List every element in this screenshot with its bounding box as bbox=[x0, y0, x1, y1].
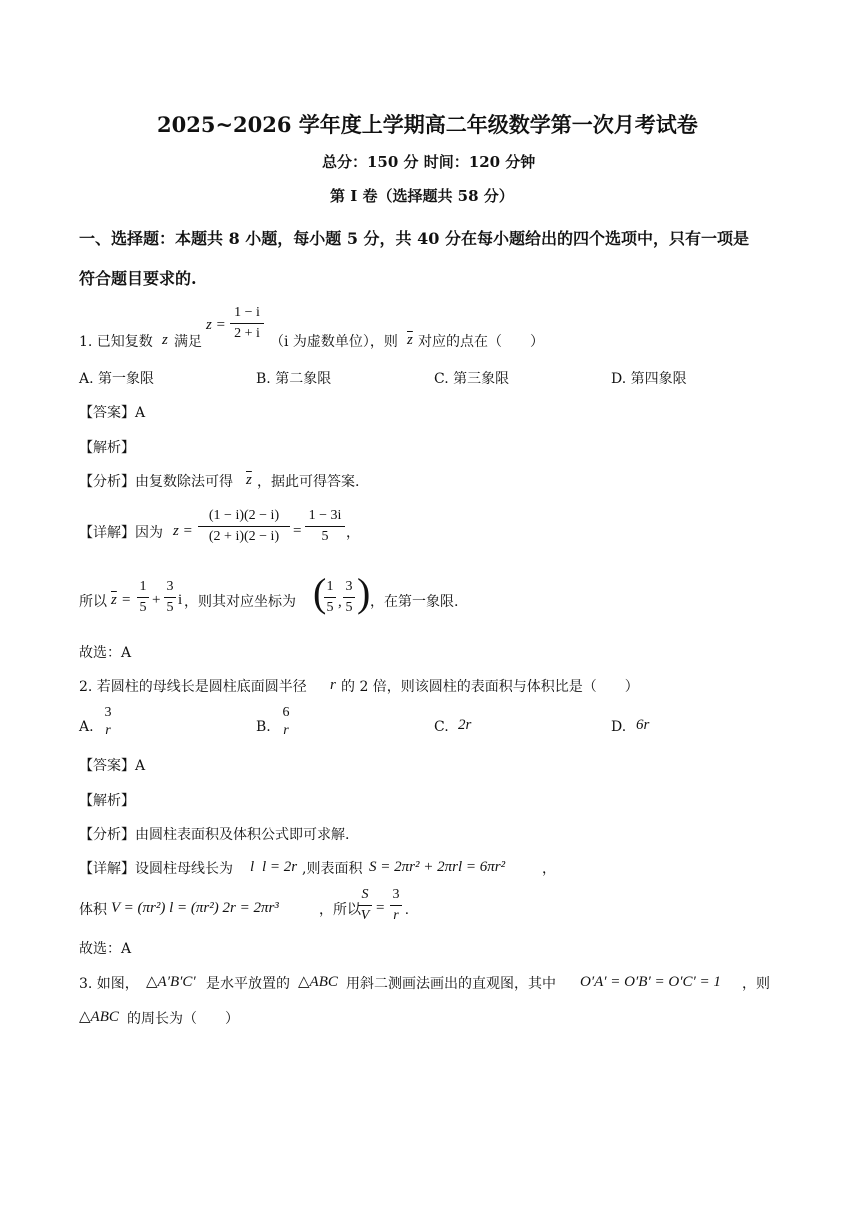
q2-option-b-num: 6 bbox=[282, 705, 290, 720]
q3-mid2: 用斜二测画法画出的直观图，其中 bbox=[346, 976, 556, 992]
q1-z-bar: $\overline{z}$ bbox=[407, 332, 413, 348]
page-title: 2025~2026 学年度上学期高二年级数学第一次月考试卷 bbox=[157, 112, 698, 137]
q3-equation: O′A′ = O′B′ = O′C′ = 1 bbox=[580, 974, 721, 990]
q2-stem-end: 的 2 倍，则该圆柱的表面积与体积比是（ ） bbox=[341, 679, 639, 695]
q1-detail-r-den: 5 bbox=[321, 529, 329, 544]
q1-mid: 满足 bbox=[174, 334, 202, 350]
q2-answer: 【答案】A bbox=[79, 758, 146, 774]
q2-option-d-label: D. bbox=[611, 719, 627, 735]
q2-option-a-den: r bbox=[105, 723, 111, 738]
q1-eq-z: z = bbox=[206, 317, 226, 333]
q2-so: ，所以 bbox=[319, 902, 361, 918]
q1-option-a: A. 第一象限 bbox=[79, 371, 155, 387]
q2-detail-comma: ， bbox=[542, 861, 556, 877]
q2-ratio-frac: S V bbox=[358, 888, 372, 923]
q2-analysis-label: 【解析】 bbox=[79, 793, 135, 809]
q1-so-eq: = bbox=[122, 592, 131, 608]
q2-detail-eq: l = 2r bbox=[262, 859, 298, 875]
q1-option-c: C. 第三象限 bbox=[434, 371, 510, 387]
q2-detail-mid: ,则表面积 bbox=[302, 861, 363, 877]
q3-triangle-prime: △A′B′C′ bbox=[146, 974, 196, 990]
q2-period: . bbox=[405, 902, 409, 918]
q3-triangle-abc-2: △ABC bbox=[79, 1009, 119, 1025]
q2-choose: 故选：A bbox=[79, 941, 132, 957]
q1-paren: （i 为虚数单位），则 bbox=[270, 334, 398, 350]
q1-answer: 【答案】A bbox=[79, 405, 146, 421]
q1-paren-left: ( bbox=[313, 570, 327, 615]
q2-var-r: r bbox=[330, 677, 336, 693]
q1-so-zbar: $\overline{z}$ bbox=[111, 592, 117, 608]
q1-coord-x: 1 5 bbox=[324, 580, 336, 615]
q2-option-a-num: 3 bbox=[104, 705, 112, 720]
q2-option-a-label: A. bbox=[79, 719, 94, 735]
q1-choose: 故选：A bbox=[79, 645, 132, 661]
q1-detail-fraction bbox=[198, 509, 290, 544]
q3-triangle-abc: △ABC bbox=[298, 974, 338, 990]
q1-option-d: D. 第四象限 bbox=[611, 371, 687, 387]
q3-end: ，则 bbox=[742, 976, 770, 992]
q2-option-b-den: r bbox=[283, 723, 289, 738]
q1-so: 所以 bbox=[79, 594, 107, 610]
q3-mid1: 是水平放置的 bbox=[206, 976, 290, 992]
q1-frac-num: 1 − i bbox=[234, 305, 260, 320]
q1-frac-den: 2 + i bbox=[234, 326, 260, 341]
q1-so-frac1: 1 5 bbox=[137, 580, 149, 615]
q1-fraction bbox=[230, 306, 264, 341]
q1-so-mid: ，则其对应坐标为 bbox=[184, 594, 296, 610]
q1-coord-comma: , bbox=[338, 594, 342, 610]
q2-detail-start: 【详解】设圆柱母线长为 bbox=[79, 861, 233, 877]
q1-coord-y: 3 5 bbox=[343, 580, 355, 615]
q2-option-c-label: C. bbox=[434, 719, 449, 735]
q2-detail-l: l bbox=[250, 859, 255, 875]
q1-so-frac2: 3 5 bbox=[164, 580, 176, 615]
exam-info: 总分：150 分 时间：120 分钟 bbox=[322, 153, 536, 171]
section-heading-line1: 一、选择题：本题共 8 小题，每小题 5 分，共 40 分在每小题给出的四个选项中，只有一项是 bbox=[79, 229, 749, 248]
q3-prefix: 3. 如图， bbox=[79, 976, 139, 992]
q2-stem-start: 2. 若圆柱的母线长是圆柱底面圆半径 bbox=[79, 679, 307, 695]
q1-detail-result bbox=[305, 509, 345, 544]
q1-analysis-label: 【解析】 bbox=[79, 440, 135, 456]
q1-paren-right: ) bbox=[357, 570, 371, 615]
q1-fenxi: 【分析】由复数除法可得 bbox=[79, 474, 233, 490]
q1-fenxi-end: ，据此可得答案. bbox=[257, 474, 360, 490]
q1-suffix: 对应的点在（ ） bbox=[418, 334, 544, 350]
q1-fenxi-z: $\overline{z}$ bbox=[246, 472, 252, 488]
section-heading-line2: 符合题目要求的. bbox=[79, 269, 197, 288]
q2-ratio-eq: = bbox=[376, 900, 385, 916]
q2-option-a-frac bbox=[101, 706, 115, 738]
q2-option-b-label: B. bbox=[256, 719, 271, 735]
q1-var-z: z bbox=[162, 332, 168, 348]
q2-surface-formula: S = 2πr² + 2πrl = 6πr² bbox=[369, 859, 506, 875]
q1-detail-den: (2 + i)(2 − i) bbox=[208, 529, 280, 544]
q1-detail-r-num: 1 − 3i bbox=[308, 508, 342, 523]
q2-volume-label: 体积 bbox=[79, 902, 107, 918]
q2-ratio-result: 3 r bbox=[390, 888, 402, 923]
q1-detail-num: (1 − i)(2 − i) bbox=[208, 508, 280, 523]
q1-so-i: i bbox=[178, 592, 183, 608]
q1-detail-label: 【详解】因为 bbox=[79, 525, 163, 541]
q1-option-b: B. 第二象限 bbox=[256, 371, 332, 387]
q2-option-b-frac bbox=[279, 706, 293, 738]
q2-volume-formula: V = (πr²) l = (πr²) 2r = 2πr³ bbox=[111, 900, 279, 916]
q1-so-end: ，在第一象限. bbox=[370, 594, 459, 610]
q1-so-plus: + bbox=[152, 592, 161, 608]
q2-option-d-value: 6r bbox=[636, 717, 650, 733]
part-title: 第 I 卷（选择题共 58 分） bbox=[330, 187, 514, 205]
q2-option-c-value: 2r bbox=[458, 717, 472, 733]
q2-fenxi: 【分析】由圆柱表面积及体积公式即可求解. bbox=[79, 827, 350, 843]
q1-detail-comma: ， bbox=[346, 525, 360, 541]
q1-detail-z: z = bbox=[173, 523, 193, 539]
q1-prefix: 1. 已知复数 bbox=[79, 334, 153, 350]
q3-line2: 的周长为（ ） bbox=[127, 1011, 239, 1027]
q1-detail-eq: = bbox=[293, 523, 302, 539]
